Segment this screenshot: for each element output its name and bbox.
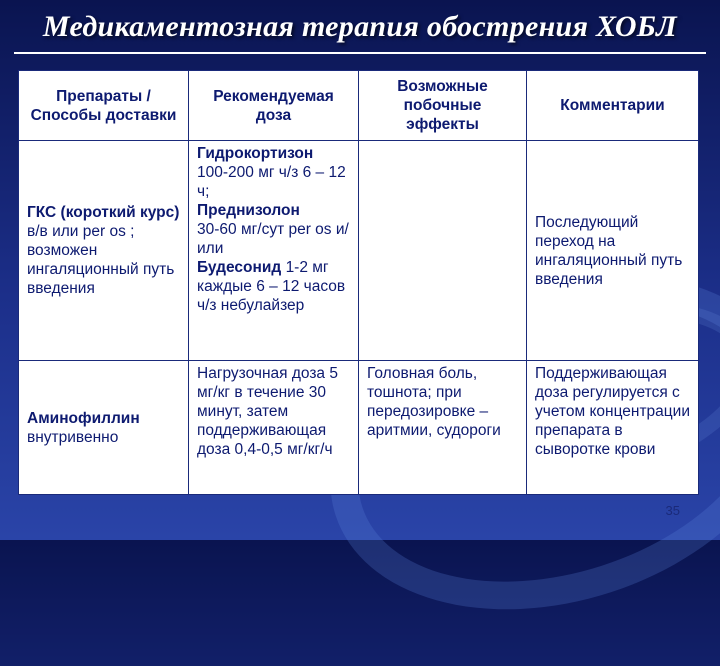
header-dose: Рекомендуемая доза — [189, 71, 359, 141]
cell-side-effects — [359, 141, 527, 361]
header-drugs: Препараты / Способы доставки — [19, 71, 189, 141]
dose-drug-name: Преднизолон — [197, 202, 300, 219]
cell-comment: Последующий переход на ингаляционный путь введения — [527, 141, 699, 361]
drug-route: внутривенно — [27, 428, 119, 446]
cell-drug — [19, 361, 189, 495]
dose-text: 100-200 мг ч/з 6 – 12 ч; — [197, 164, 346, 200]
title-underline — [14, 52, 706, 54]
drug-name: ГКС (короткий курс) — [27, 204, 180, 221]
header-side-effects: Возможные побочные эффекты — [359, 71, 527, 141]
cell-comment: Поддерживающая доза регулируется с учетом концентрации препарата в сыворотке крови — [527, 361, 699, 495]
slide-title: Медикаментозная терапия обострения ХОБЛ — [42, 10, 678, 43]
cell-dose — [189, 141, 359, 361]
dose-drug-name: Будесонид — [197, 259, 282, 276]
dose-text: 1-2 мг каждые 6 – 12 часов ч/з небулайзер — [197, 259, 346, 314]
dose-text: 30-60 мг/сут per os и/или — [197, 221, 349, 257]
therapy-table — [18, 70, 699, 495]
header-comments: Комментарии — [527, 71, 699, 141]
drug-name: Аминофиллин — [27, 409, 140, 427]
cell-side-effects: Головная боль, тошнота; при передозировке – аритмии, судороги — [359, 361, 527, 495]
slide-number: 35 — [665, 503, 680, 518]
cell-dose: Нагрузочная доза 5 мг/кг в течение 30 минут, затем поддерживающая доза 0,4-0,5 мг/кг/ч — [189, 361, 359, 495]
drug-route: в/в или per os ; возможен ингаляционный путь введения — [27, 223, 175, 297]
dose-drug-name: Гидрокортизон — [197, 145, 314, 162]
table-row — [19, 361, 699, 495]
table-row — [19, 141, 699, 361]
cell-drug — [19, 141, 189, 361]
table-header-row — [19, 71, 699, 141]
